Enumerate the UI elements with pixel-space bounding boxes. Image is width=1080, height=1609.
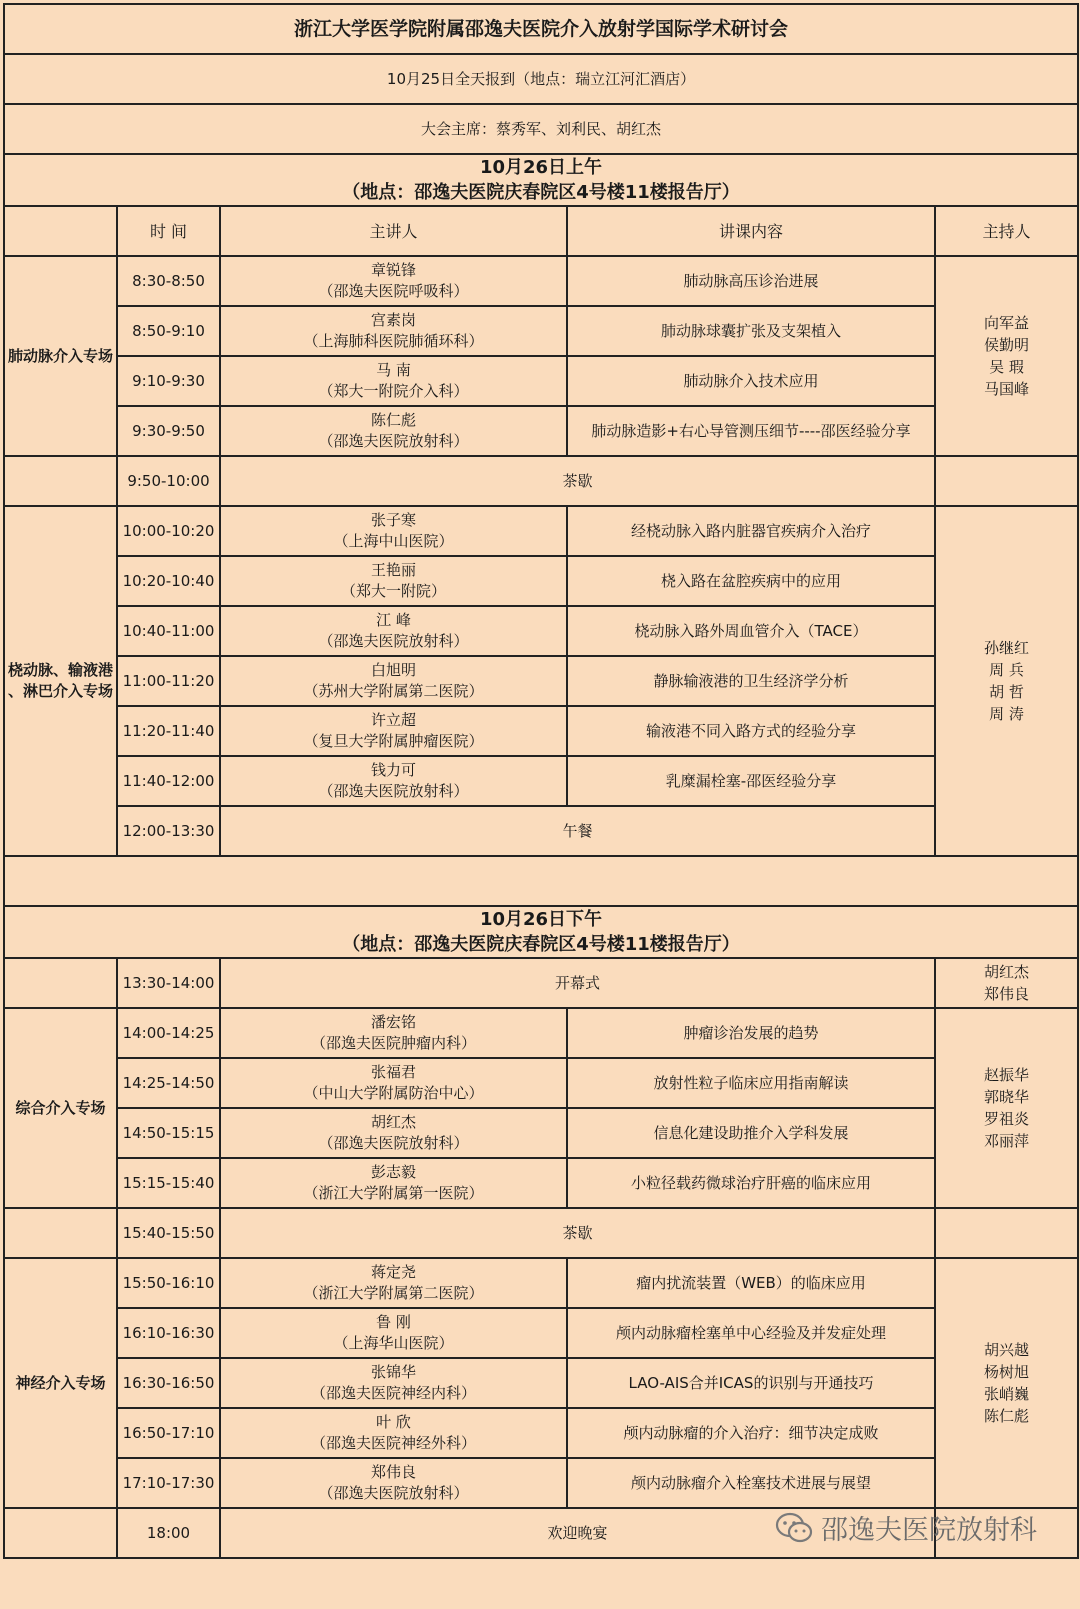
moderator-name: 杨树旭 (984, 1363, 1030, 1381)
talk-topic: 输液港不同入路方式的经验分享 (567, 706, 935, 756)
break-row (4, 1208, 1078, 1258)
talk-topic: 肺动脉高压诊治进展 (567, 256, 935, 306)
break-time: 9:50-10:00 (117, 456, 220, 506)
talk-time: 9:30-9:50 (117, 406, 220, 456)
lunch-label: 午餐 (220, 806, 935, 856)
speaker-affiliation: （中山大学附属防治中心） (303, 1084, 484, 1102)
table-row (4, 556, 1078, 606)
afternoon-header (4, 906, 1078, 958)
talk-time: 15:50-16:10 (117, 1258, 220, 1308)
table-row (4, 1058, 1078, 1108)
talk-speaker (220, 356, 567, 406)
talk-time: 11:00-11:20 (117, 656, 220, 706)
speaker-name: 潘宏铭 (370, 1013, 416, 1031)
moderator-name: 马国峰 (984, 380, 1030, 398)
talk-speaker (220, 506, 567, 556)
talk-topic: 瘤内扰流装置（WEB）的临床应用 (567, 1258, 935, 1308)
moderator-name: 邓丽萍 (984, 1132, 1030, 1150)
speaker-affiliation: （邵逸夫医院放射科） (318, 782, 469, 800)
talk-time: 8:50-9:10 (117, 306, 220, 356)
schedule-table (3, 3, 1079, 1559)
blank-cell (4, 1208, 117, 1258)
speaker-name: 彭志毅 (370, 1163, 416, 1181)
talk-speaker (220, 256, 567, 306)
conference-title: 浙江大学医学院附属邵逸夫医院介入放射学国际学术研讨会 (4, 4, 1078, 54)
talk-speaker (220, 756, 567, 806)
opening-moderators (935, 958, 1078, 1008)
opening-time: 13:30-14:00 (117, 958, 220, 1008)
speaker-name: 钱力可 (370, 761, 416, 779)
morning-title: 10月26日上午 (479, 157, 603, 178)
speaker-affiliation: （上海中山医院） (333, 532, 454, 550)
talk-topic: 肺动脉介入技术应用 (567, 356, 935, 406)
table-row (4, 1358, 1078, 1408)
talk-topic: 肺动脉造影+右心导管测压细节----邵医经验分享 (567, 406, 935, 456)
talk-time: 14:00-14:25 (117, 1008, 220, 1058)
opening-label: 开幕式 (220, 958, 935, 1008)
afternoon-title: 10月26日下午 (479, 909, 603, 930)
talk-speaker (220, 1408, 567, 1458)
talk-topic: 经桡动脉入路内脏器官疾病介入治疗 (567, 506, 935, 556)
moderator-name: 郭晓华 (984, 1088, 1030, 1106)
watermark-text: 邵逸夫医院放射科 (821, 1515, 1037, 1546)
moderator-name: 孙继红 (984, 639, 1030, 657)
talk-time: 15:15-15:40 (117, 1158, 220, 1208)
table-row (4, 756, 1078, 806)
break-label: 茶歇 (220, 1208, 935, 1258)
table-row (4, 406, 1078, 456)
talk-topic: 桡动脉入路外周血管介入（TACE） (567, 606, 935, 656)
speaker-name: 白旭明 (370, 661, 416, 679)
table-row (4, 1008, 1078, 1058)
table-row (4, 1458, 1078, 1508)
table-row (4, 656, 1078, 706)
talk-time: 17:10-17:30 (117, 1458, 220, 1508)
speaker-affiliation: （邵逸夫医院神经内科） (310, 1384, 476, 1402)
morning-location: （地点：邵逸夫医院庆春院区4号楼11楼报告厅） (342, 182, 740, 203)
speaker-name: 江 峰 (376, 611, 411, 629)
speaker-name: 蒋定尧 (370, 1263, 416, 1281)
moderator-name: 赵振华 (984, 1066, 1030, 1084)
session-name-line: 桡动脉、输液港 (7, 661, 113, 679)
dinner-label: 欢迎晚宴 (220, 1508, 935, 1558)
session-name: 肺动脉介入专场 (4, 256, 117, 456)
header-time: 时 间 (117, 206, 220, 256)
speaker-name: 鲁 刚 (376, 1313, 411, 1331)
talk-topic: 静脉输液港的卫生经济学分析 (567, 656, 935, 706)
talk-speaker (220, 1358, 567, 1408)
moderator-name: 向军益 (984, 314, 1030, 332)
table-row (4, 606, 1078, 656)
moderator-name: 胡兴越 (984, 1341, 1030, 1359)
lunch-time: 12:00-13:30 (117, 806, 220, 856)
header-moderator: 主持人 (935, 206, 1078, 256)
talk-speaker (220, 1108, 567, 1158)
wechat-icon (775, 1512, 813, 1544)
speaker-name: 张子寒 (370, 511, 416, 529)
session-moderators (935, 1258, 1078, 1508)
table-row (4, 356, 1078, 406)
talk-speaker (220, 606, 567, 656)
speaker-affiliation: （邵逸夫医院放射科） (318, 1484, 469, 1502)
speaker-affiliation: （复旦大学附属肿瘤医院） (303, 732, 484, 750)
speaker-affiliation: （邵逸夫医院神经外科） (310, 1434, 476, 1452)
talk-time: 10:20-10:40 (117, 556, 220, 606)
table-row (4, 306, 1078, 356)
speaker-affiliation: （邵逸夫医院放射科） (318, 1134, 469, 1152)
moderator-name: 周 涛 (989, 705, 1024, 723)
speaker-affiliation: （上海肺科医院肺循环科） (303, 332, 484, 350)
speaker-affiliation: （苏州大学附属第二医院） (303, 682, 484, 700)
spacer-row (4, 856, 1078, 906)
talk-time: 11:40-12:00 (117, 756, 220, 806)
talk-speaker (220, 706, 567, 756)
talk-speaker (220, 1458, 567, 1508)
talk-time: 16:10-16:30 (117, 1308, 220, 1358)
blank-cell (935, 456, 1078, 506)
moderator-name: 张峭巍 (984, 1385, 1030, 1403)
talk-topic: 肺动脉球囊扩张及支架植入 (567, 306, 935, 356)
afternoon-location: （地点：邵逸夫医院庆春院区4号楼11楼报告厅） (342, 934, 740, 955)
speaker-affiliation: （郑大一附院） (340, 582, 446, 600)
speaker-name: 郑伟良 (370, 1463, 416, 1481)
talk-topic: 乳糜漏栓塞-邵医经验分享 (567, 756, 935, 806)
moderator-name: 郑伟良 (984, 985, 1030, 1003)
talk-speaker (220, 306, 567, 356)
break-row (4, 456, 1078, 506)
header-blank (4, 206, 117, 256)
moderator-name: 胡红杰 (984, 963, 1030, 981)
lunch-row (4, 806, 1078, 856)
talk-topic: 桡入路在盆腔疾病中的应用 (567, 556, 935, 606)
conference-chairs: 大会主席：蔡秀军、刘利民、胡红杰 (4, 104, 1078, 154)
talk-time: 16:30-16:50 (117, 1358, 220, 1408)
registration-info: 10月25日全天报到（地点：瑞立江河汇酒店） (4, 54, 1078, 104)
talk-time: 8:30-8:50 (117, 256, 220, 306)
talk-topic: LAO-AIS合并ICAS的识别与开通技巧 (567, 1358, 935, 1408)
speaker-affiliation: （邵逸夫医院放射科） (318, 432, 469, 450)
session-moderators (935, 1008, 1078, 1208)
talk-topic: 颅内动脉瘤的介入治疗：细节决定成败 (567, 1408, 935, 1458)
talk-speaker (220, 1008, 567, 1058)
speaker-name: 宫素岗 (370, 311, 416, 329)
table-row (4, 256, 1078, 306)
dinner-time: 18:00 (117, 1508, 220, 1558)
talk-speaker (220, 1058, 567, 1108)
table-row (4, 706, 1078, 756)
speaker-affiliation: （邵逸夫医院呼吸科） (318, 282, 469, 300)
table-row (4, 1108, 1078, 1158)
speaker-affiliation: （郑大一附院介入科） (318, 382, 469, 400)
talk-speaker (220, 1158, 567, 1208)
blank-cell (4, 1508, 117, 1558)
talk-topic: 放射性粒子临床应用指南解读 (567, 1058, 935, 1108)
speaker-name: 叶 欣 (376, 1413, 411, 1431)
table-row (4, 1258, 1078, 1308)
talk-topic: 颅内动脉瘤栓塞单中心经验及并发症处理 (567, 1308, 935, 1358)
speaker-affiliation: （浙江大学附属第二医院） (303, 1284, 484, 1302)
talk-speaker (220, 556, 567, 606)
speaker-name: 胡红杰 (370, 1113, 416, 1131)
speaker-name: 陈仁彪 (370, 411, 416, 429)
speaker-name: 张福君 (370, 1063, 416, 1081)
moderator-name: 胡 哲 (989, 683, 1024, 701)
opening-row (4, 958, 1078, 1008)
speaker-affiliation: （浙江大学附属第一医院） (303, 1184, 484, 1202)
speaker-name: 许立超 (370, 711, 416, 729)
moderator-name: 吴 瑕 (989, 358, 1024, 376)
talk-speaker (220, 406, 567, 456)
session-moderators (935, 256, 1078, 456)
session-name: 综合介入专场 (4, 1008, 117, 1208)
speaker-name: 王艳丽 (370, 561, 416, 579)
session-name-line: 、淋巴介入专场 (7, 682, 113, 700)
blank-cell (4, 958, 117, 1008)
talk-speaker (220, 1308, 567, 1358)
table-row (4, 1308, 1078, 1358)
session-moderators (935, 506, 1078, 856)
watermark (775, 1508, 1037, 1547)
talk-topic: 小粒径载药微球治疗肝癌的临床应用 (567, 1158, 935, 1208)
table-row (4, 1408, 1078, 1458)
talk-time: 14:25-14:50 (117, 1058, 220, 1108)
talk-topic: 颅内动脉瘤介入栓塞技术进展与展望 (567, 1458, 935, 1508)
talk-time: 10:40-11:00 (117, 606, 220, 656)
talk-time: 14:50-15:15 (117, 1108, 220, 1158)
moderator-name: 侯勤明 (984, 336, 1030, 354)
session-name (4, 506, 117, 856)
talk-time: 9:10-9:30 (117, 356, 220, 406)
blank-cell (935, 1208, 1078, 1258)
break-label: 茶歇 (220, 456, 935, 506)
speaker-name: 马 南 (376, 361, 411, 379)
table-row (4, 1158, 1078, 1208)
talk-time: 16:50-17:10 (117, 1408, 220, 1458)
speaker-affiliation: （邵逸夫医院肿瘤内科） (310, 1034, 476, 1052)
talk-time: 10:00-10:20 (117, 506, 220, 556)
talk-topic: 信息化建设助推介入学科发展 (567, 1108, 935, 1158)
talk-speaker (220, 656, 567, 706)
moderator-name: 陈仁彪 (984, 1407, 1030, 1425)
header-topic: 讲课内容 (567, 206, 935, 256)
talk-speaker (220, 1258, 567, 1308)
break-time: 15:40-15:50 (117, 1208, 220, 1258)
talk-topic: 肿瘤诊治发展的趋势 (567, 1008, 935, 1058)
speaker-name: 章锐锋 (370, 261, 416, 279)
blank-cell (4, 456, 117, 506)
header-speaker: 主讲人 (220, 206, 567, 256)
session-name: 神经介入专场 (4, 1258, 117, 1508)
moderator-name: 周 兵 (989, 661, 1024, 679)
speaker-name: 张锦华 (370, 1363, 416, 1381)
moderator-name: 罗祖炎 (984, 1110, 1030, 1128)
speaker-affiliation: （上海华山医院） (333, 1334, 454, 1352)
speaker-affiliation: （邵逸夫医院放射科） (318, 632, 469, 650)
talk-time: 11:20-11:40 (117, 706, 220, 756)
table-row (4, 506, 1078, 556)
morning-header (4, 154, 1078, 206)
